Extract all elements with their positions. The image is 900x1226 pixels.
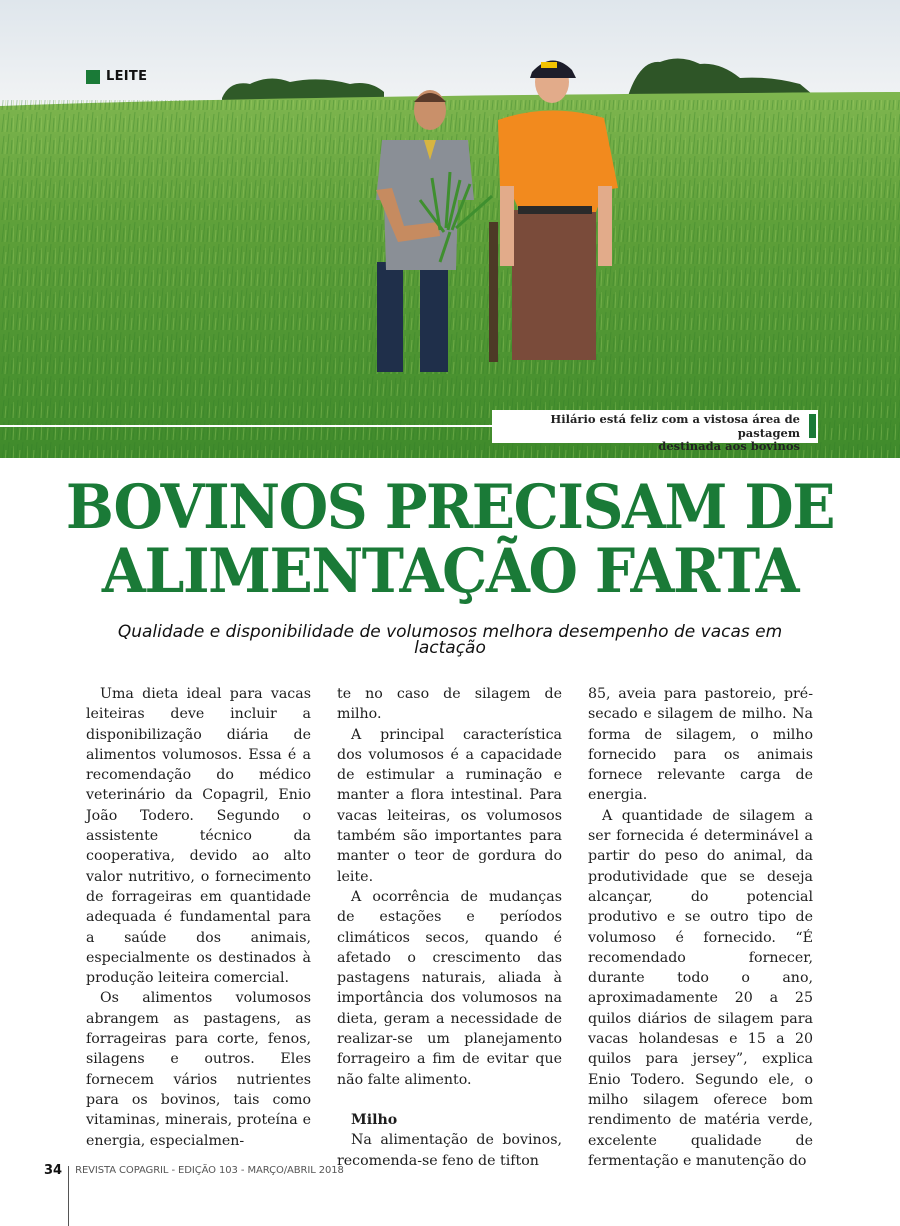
caption-rule [0,425,492,427]
article-headline [32,472,869,607]
page-footer [44,1140,344,1200]
paragraph: te no caso de silagem de milho. [337,686,562,723]
headline-line-1: BOVINOS PRECISAM DE [65,472,835,543]
photo-caption [492,410,818,453]
paragraph: Na alimentação de bovinos, recomenda-se feno de tifton [337,1132,562,1169]
column-1 [86,684,311,1151]
paragraph: Uma dieta ideal para vacas leiteiras deve incluir a disponibilização diária de alimentos volumosos. Essa é a recomendação do médico veterinário da Copagril, Enio João Todero. Segundo o assistente técnico da cooperativa, devido ao alto valor nutritivo, o fornecimento de forrageiras em quantidade adequada é fundamental para a saúde dos animais, especialmente os destinados à produção leiteira comercial. [86,686,311,987]
paragraph: 85, aveia para pastoreio, pré-secado e silagem de milho. Na forma de silagem, o milho fornecido para os animais fornece relevante carga de energia. [588,686,813,804]
subheading-milho: Milho [351,1111,398,1128]
column-3 [588,684,813,1171]
section-marker [86,70,100,84]
headline-line-2: ALIMENTAÇÃO FARTA [101,536,799,607]
paragraph: A quantidade de silagem a ser fornecida é determinável a partir do peso do animal, da produtividade que se deseja alcançar, do potencial produtivo e se outro tipo de volumoso é fornecido. “É recomendado fornecer, durante todo o ano, aproximadamente 20 a 25 quilos diários de silagem para vacas holandesas e 15 a 20 quilos para jersey”, explica Enio Todero. Segundo ele, o milho silagem oferece bom rendimento de matéria verde, excelente qualidade de fermentação e manutenção do [588,807,813,1169]
article-subtitle: Qualidade e disponibilidade de volumosos melhora desempenho de vacas em lactação [117,622,783,658]
page-number: 34 [44,1162,63,1178]
header-photo [0,0,900,458]
caption-accent-bar [809,414,816,438]
publication-info: REVISTA COPAGRIL - EDIÇÃO 103 - MARÇO/ABRIL 2018 [75,1164,344,1176]
fence-post [489,222,498,362]
footer-divider [68,1166,69,1226]
paragraph: A principal característica dos volumosos é a capacidade de estimular a ruminação e manter a flora intestinal. Para vacas leiteiras, os volumosos também são importantes para manter o teor de gordura do leite. [337,726,562,885]
section-label: LEITE [106,69,148,84]
caption-text: Hilário está feliz com a vistosa área de pastagem destinada aos bovinos [550,412,800,453]
column-2 [337,684,562,1171]
paragraph: A ocorrência de mudanças de estações e períodos climáticos secos, quando é afetado o crescimento das pastagens naturais, aliada à importância dos volumosos na dieta, geram a necessidade de realizar-se um planejamento forrageiro a fim de evitar que não falte alimento. [337,888,562,1088]
paragraph: Os alimentos volumosos abrangem as pastagens, as forrageiras para corte, fenos, silagens e outros. Eles fornecem vários nutrientes para os bovinos, tais como vitaminas, minerais, proteína e energia, especialmen- [86,990,311,1149]
section-tag [86,69,147,84]
